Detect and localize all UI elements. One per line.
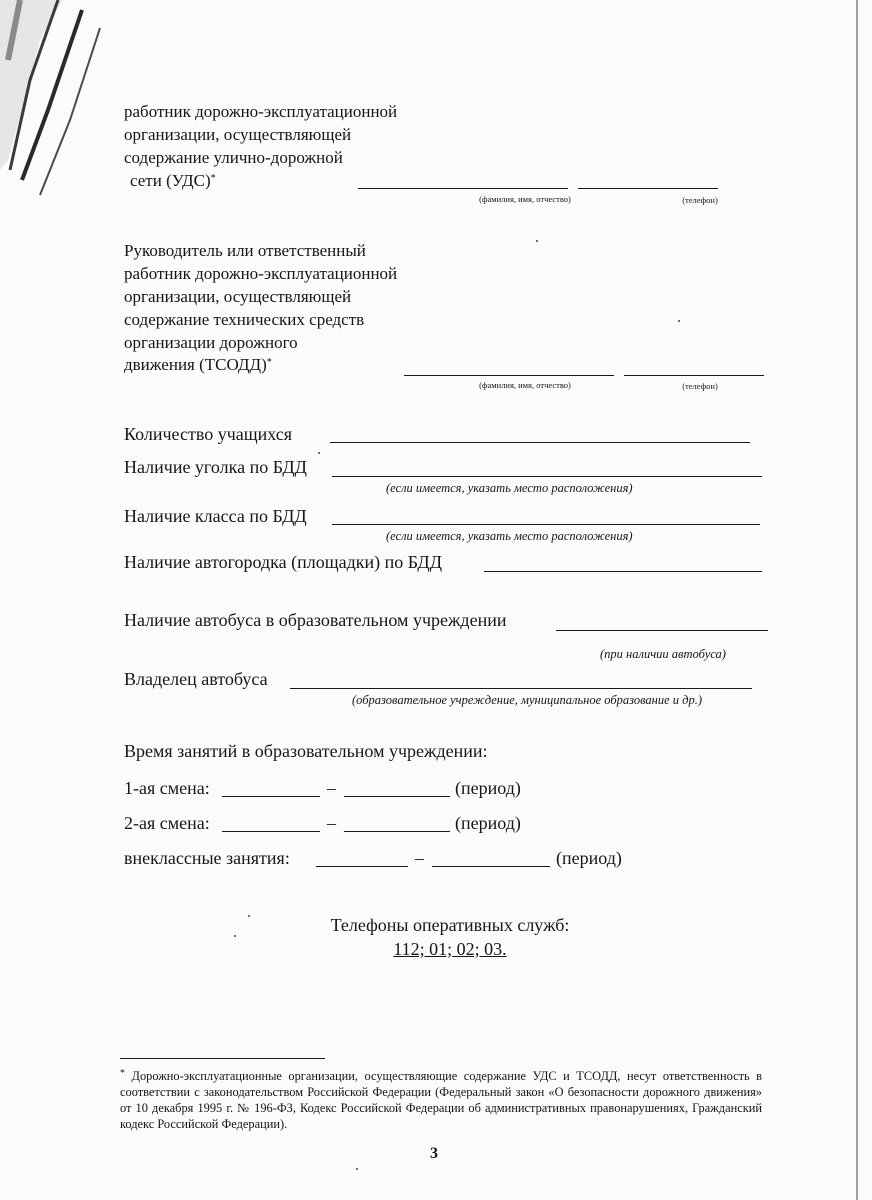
uds-line-1: работник дорожно-эксплуатационной [124, 102, 398, 121]
uds-name-field[interactable] [358, 188, 568, 189]
bus-hint: (при наличии автобуса) [600, 647, 726, 661]
tsodd-name-field[interactable] [404, 375, 614, 376]
tsodd-phone-field[interactable] [624, 375, 764, 376]
autotown-field[interactable] [484, 571, 762, 572]
bus-owner-label: Владелец автобуса [124, 669, 268, 689]
extra-label: внеклассные занятия: [124, 848, 290, 868]
students-count-label: Количество учащихся [124, 424, 292, 444]
footnote: * Дорожно-эксплуатационные организации, осуществляющие содержание УДС и ТСОДД, несут ответственность в соответствии с законодательством Российской Федерации (Федеральный закон «О безопасности дорожного движения» от 10 декабря 1995 г. № 196-ФЗ, Кодекс Российской Федерации об административных правонарушениях, Гражданский кодекс Российской Федерации). [120, 1068, 762, 1131]
tsodd-phone-caption: (телефон) [682, 381, 718, 391]
tsodd-line-6: движения (ТСОДД)* [124, 355, 272, 374]
scan-speck [356, 1168, 358, 1170]
uds-phone-field[interactable] [578, 188, 718, 189]
students-count-field[interactable] [330, 442, 750, 443]
uds-phone-caption: (телефон) [682, 195, 718, 205]
bus-owner-hint: (образовательное учреждение, муниципальное образование и др.) [352, 693, 703, 707]
extra-from-field[interactable] [316, 866, 408, 867]
bdd-class-hint: (если имеется, указать место расположения) [386, 529, 633, 543]
shift2-label: 2-ая смена: [124, 813, 210, 833]
page-curl-shadow [0, 0, 120, 200]
shift1-to-field[interactable] [344, 796, 450, 797]
bus-owner-field[interactable] [290, 688, 752, 689]
bus-label: Наличие автобуса в образовательном учреждении [124, 610, 507, 630]
scan-speck [678, 320, 680, 322]
shift1-dash: – [327, 778, 336, 798]
extra-period: (период) [556, 848, 622, 868]
scan-speck [248, 915, 250, 917]
uds-name-caption: (фамилия, имя, отчество) [479, 194, 571, 204]
tsodd-name-caption: (фамилия, имя, отчество) [479, 380, 571, 390]
page-edge [856, 0, 858, 1200]
shift2-period: (период) [455, 813, 521, 833]
uds-line-4: сети (УДС)* [130, 171, 216, 190]
tsodd-line-1: Руководитель или ответственный [124, 241, 366, 260]
page-number: 3 [430, 1145, 438, 1162]
phones-title: Телефоны оперативных служб: [330, 915, 570, 935]
extra-to-field[interactable] [432, 866, 550, 867]
scan-speck [234, 935, 236, 937]
scan-speck [318, 452, 320, 454]
bdd-corner-hint: (если имеется, указать место расположения) [386, 481, 633, 495]
scan-speck [536, 240, 538, 242]
shift1-from-field[interactable] [222, 796, 320, 797]
bdd-class-field[interactable] [332, 524, 760, 525]
bdd-corner-label: Наличие уголка по БДД [124, 457, 307, 477]
tsodd-line-4: содержание технических средств [124, 310, 365, 329]
bdd-class-label: Наличие класса по БДД [124, 506, 307, 526]
footnote-rule [120, 1058, 325, 1059]
uds-line-2: организации, осуществляющей [124, 125, 352, 144]
schedule-heading: Время занятий в образовательном учреждении: [124, 741, 488, 761]
tsodd-line-3: организации, осуществляющей [124, 287, 352, 306]
shift2-from-field[interactable] [222, 831, 320, 832]
bdd-corner-field[interactable] [332, 476, 762, 477]
extra-dash: – [415, 848, 424, 868]
tsodd-line-2: работник дорожно-эксплуатационной [124, 264, 398, 283]
shift1-label: 1-ая смена: [124, 778, 210, 798]
shift1-period: (период) [455, 778, 521, 798]
shift2-to-field[interactable] [344, 831, 450, 832]
uds-line-3: содержание улично-дорожной [124, 148, 343, 167]
tsodd-line-5: организации дорожного [124, 333, 298, 352]
shift2-dash: – [327, 813, 336, 833]
autotown-label: Наличие автогородка (площадки) по БДД [124, 552, 442, 572]
bus-field[interactable] [556, 630, 768, 631]
phones-numbers: 112; 01; 02; 03. [393, 939, 507, 959]
